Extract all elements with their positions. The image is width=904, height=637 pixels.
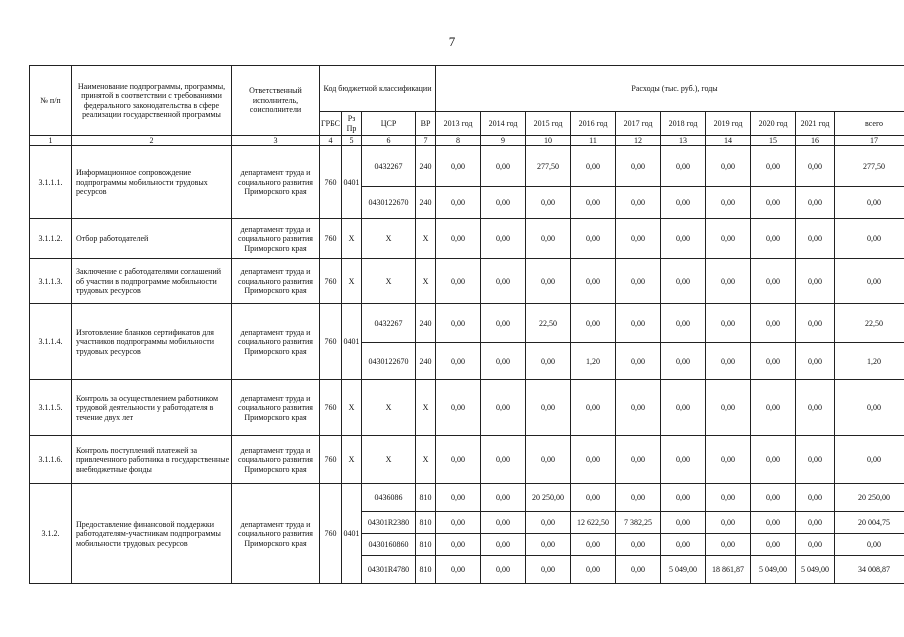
table-row <box>30 484 904 512</box>
row-vr: 810 <box>416 534 436 556</box>
row-vr: 810 <box>416 484 436 512</box>
row-year-value: 0,00 <box>661 146 706 187</box>
row-year-value: 7 382,25 <box>616 512 661 534</box>
row-number: 3.1.1.4. <box>30 304 72 380</box>
row-number: 3.1.1.6. <box>30 436 72 484</box>
table-row <box>30 219 904 259</box>
row-rzpr: 0401 <box>342 146 362 219</box>
row-year-value: 0,00 <box>706 146 751 187</box>
row-year-value: 0,00 <box>706 304 751 343</box>
row-year-value: 0,00 <box>661 187 706 219</box>
row-year-value: 0,00 <box>436 380 481 436</box>
row-year-value: 0,00 <box>661 380 706 436</box>
row-year-value: 0,00 <box>751 304 796 343</box>
row-year-value: 0,00 <box>751 343 796 380</box>
row-year-value: 0,00 <box>571 259 616 304</box>
row-grbs: 760 <box>320 380 342 436</box>
row-year-value: 18 861,87 <box>706 556 751 584</box>
table-row <box>30 380 904 436</box>
row-year-value: 0,00 <box>706 512 751 534</box>
row-year-value: 0,00 <box>796 436 835 484</box>
row-year-value: 0,00 <box>796 219 835 259</box>
column-number: 16 <box>796 136 835 146</box>
row-year-value: 0,00 <box>706 534 751 556</box>
column-number: 6 <box>362 136 416 146</box>
column-number: 9 <box>481 136 526 146</box>
row-total: 277,50 <box>835 146 904 187</box>
row-year-value: 0,00 <box>706 380 751 436</box>
row-year-value: 0,00 <box>661 219 706 259</box>
row-csr: 0430122670 <box>362 187 416 219</box>
column-number: 1 <box>30 136 72 146</box>
row-total: 1,20 <box>835 343 904 380</box>
row-year-value: 0,00 <box>526 343 571 380</box>
row-year-value: 0,00 <box>436 259 481 304</box>
row-year-value: 0,00 <box>751 187 796 219</box>
row-csr: 04301R4780 <box>362 556 416 584</box>
row-csr: 04301R2380 <box>362 512 416 534</box>
row-name: Предоставление финансовой поддержки работодателям-участникам подпрограммы мобильности трудовых ресурсов <box>72 484 232 584</box>
row-csr: 0430122670 <box>362 343 416 380</box>
row-year-value: 0,00 <box>571 146 616 187</box>
row-year-value: 0,00 <box>616 484 661 512</box>
row-year-value: 0,00 <box>706 259 751 304</box>
row-total: 0,00 <box>835 259 904 304</box>
expenses-table <box>29 65 904 584</box>
row-year-value: 0,00 <box>571 534 616 556</box>
row-responsible: департамент труда и социального развития Приморского края <box>232 436 320 484</box>
row-responsible: департамент труда и социального развития Приморского края <box>232 219 320 259</box>
row-total: 20 250,00 <box>835 484 904 512</box>
row-csr: X <box>362 259 416 304</box>
row-year-value: 5 049,00 <box>751 556 796 584</box>
row-year-value: 0,00 <box>706 484 751 512</box>
row-year-value: 0,00 <box>571 304 616 343</box>
column-number: 13 <box>661 136 706 146</box>
row-year-value: 0,00 <box>616 556 661 584</box>
row-year-value: 0,00 <box>796 304 835 343</box>
table-row <box>30 259 904 304</box>
row-name: Контроль поступлений платежей за привлеченного работника в государственные внебюджетные фонды <box>72 436 232 484</box>
row-year-value: 0,00 <box>481 380 526 436</box>
row-year-value: 5 049,00 <box>796 556 835 584</box>
row-vr: 240 <box>416 187 436 219</box>
row-year-value: 0,00 <box>661 259 706 304</box>
row-grbs: 760 <box>320 304 342 380</box>
row-grbs: 760 <box>320 484 342 584</box>
column-number: 15 <box>751 136 796 146</box>
row-year-value: 0,00 <box>616 146 661 187</box>
row-year-value: 0,00 <box>481 187 526 219</box>
header-year: 2017 год <box>616 112 661 136</box>
row-vr: X <box>416 219 436 259</box>
row-total: 20 004,75 <box>835 512 904 534</box>
row-csr: 0430160860 <box>362 534 416 556</box>
row-year-value: 0,00 <box>616 219 661 259</box>
header-year: 2020 год <box>751 112 796 136</box>
row-year-value: 0,00 <box>796 380 835 436</box>
row-rzpr: X <box>342 219 362 259</box>
row-vr: 240 <box>416 304 436 343</box>
row-total: 0,00 <box>835 380 904 436</box>
row-year-value: 0,00 <box>616 343 661 380</box>
header-num: № п/п <box>30 66 72 136</box>
row-vr: 810 <box>416 556 436 584</box>
row-number: 3.1.1.5. <box>30 380 72 436</box>
row-year-value: 0,00 <box>616 259 661 304</box>
row-number: 3.1.1.2. <box>30 219 72 259</box>
row-year-value: 277,50 <box>526 146 571 187</box>
row-vr: X <box>416 436 436 484</box>
row-year-value: 20 250,00 <box>526 484 571 512</box>
row-year-value: 0,00 <box>661 512 706 534</box>
column-number: 5 <box>342 136 362 146</box>
row-year-value: 0,00 <box>481 436 526 484</box>
row-year-value: 0,00 <box>526 380 571 436</box>
row-year-value: 0,00 <box>481 343 526 380</box>
header-rzpr: Рз Пр <box>342 112 362 136</box>
row-total: 22,50 <box>835 304 904 343</box>
row-year-value: 0,00 <box>436 343 481 380</box>
row-year-value: 0,00 <box>481 259 526 304</box>
row-year-value: 0,00 <box>481 534 526 556</box>
row-responsible: департамент труда и социального развития Приморского края <box>232 380 320 436</box>
column-number: 11 <box>571 136 616 146</box>
header-vr: ВР <box>416 112 436 136</box>
row-year-value: 0,00 <box>436 512 481 534</box>
row-year-value: 5 049,00 <box>661 556 706 584</box>
header-year: 2014 год <box>481 112 526 136</box>
row-year-value: 0,00 <box>661 343 706 380</box>
header-responsible: Ответственный исполнитель, соисполнители <box>232 66 320 136</box>
column-number: 8 <box>436 136 481 146</box>
row-year-value: 0,00 <box>706 343 751 380</box>
header-name: Наименование подпрограммы, программы, принятой в соответствии с требованиями федерального законодательства в сфере реализации государственной программы <box>72 66 232 136</box>
row-year-value: 0,00 <box>796 146 835 187</box>
page-number: 7 <box>448 34 456 49</box>
row-vr: X <box>416 380 436 436</box>
row-csr: 0436086 <box>362 484 416 512</box>
row-year-value: 0,00 <box>481 219 526 259</box>
row-year-value: 12 622,50 <box>571 512 616 534</box>
row-year-value: 0,00 <box>526 556 571 584</box>
row-year-value: 0,00 <box>616 534 661 556</box>
row-year-value: 0,00 <box>751 259 796 304</box>
header-total: всего <box>835 112 904 136</box>
row-year-value: 0,00 <box>571 380 616 436</box>
table-body <box>30 146 904 584</box>
header-year: 2018 год <box>661 112 706 136</box>
row-year-value: 0,00 <box>526 534 571 556</box>
row-year-value: 0,00 <box>751 436 796 484</box>
row-number: 3.1.1.1. <box>30 146 72 219</box>
row-csr: X <box>362 219 416 259</box>
row-year-value: 0,00 <box>796 343 835 380</box>
row-year-value: 0,00 <box>706 436 751 484</box>
column-number: 14 <box>706 136 751 146</box>
row-responsible: департамент труда и социального развития Приморского края <box>232 146 320 219</box>
row-year-value: 0,00 <box>571 556 616 584</box>
row-year-value: 0,00 <box>481 556 526 584</box>
row-year-value: 0,00 <box>436 187 481 219</box>
row-year-value: 22,50 <box>526 304 571 343</box>
row-name: Контроль за осуществлением работником трудовой деятельности у работодателя в течение двух лет <box>72 380 232 436</box>
header-csr: ЦСР <box>362 112 416 136</box>
row-grbs: 760 <box>320 219 342 259</box>
row-csr: X <box>362 436 416 484</box>
row-year-value: 0,00 <box>481 146 526 187</box>
row-year-value: 0,00 <box>571 187 616 219</box>
row-year-value: 0,00 <box>436 219 481 259</box>
row-number: 3.1.1.3. <box>30 259 72 304</box>
row-vr: X <box>416 259 436 304</box>
row-year-value: 0,00 <box>436 556 481 584</box>
row-name: Информационное сопровождение подпрограммы мобильности трудовых ресурсов <box>72 146 232 219</box>
row-year-value: 0,00 <box>481 484 526 512</box>
row-year-value: 0,00 <box>661 484 706 512</box>
row-grbs: 760 <box>320 146 342 219</box>
row-total: 0,00 <box>835 436 904 484</box>
row-rzpr: 0401 <box>342 304 362 380</box>
row-year-value: 0,00 <box>526 436 571 484</box>
header-expenses: Расходы (тыс. руб.), годы <box>436 66 904 112</box>
row-year-value: 0,00 <box>796 534 835 556</box>
row-year-value: 0,00 <box>616 304 661 343</box>
row-responsible: департамент труда и социального развития Приморского края <box>232 259 320 304</box>
row-vr: 240 <box>416 343 436 380</box>
row-name: Изготовление бланков сертификатов для участников подпрограммы мобильности трудовых ресурсов <box>72 304 232 380</box>
row-year-value: 0,00 <box>436 436 481 484</box>
row-rzpr: X <box>342 436 362 484</box>
row-year-value: 0,00 <box>436 534 481 556</box>
row-year-value: 0,00 <box>571 484 616 512</box>
row-year-value: 0,00 <box>526 187 571 219</box>
row-year-value: 0,00 <box>751 534 796 556</box>
row-year-value: 0,00 <box>796 187 835 219</box>
row-year-value: 0,00 <box>436 146 481 187</box>
row-year-value: 0,00 <box>796 484 835 512</box>
row-total: 0,00 <box>835 219 904 259</box>
row-year-value: 0,00 <box>706 219 751 259</box>
row-total: 0,00 <box>835 187 904 219</box>
row-year-value: 0,00 <box>571 436 616 484</box>
header-year: 2013 год <box>436 112 481 136</box>
table-row <box>30 436 904 484</box>
row-year-value: 0,00 <box>481 512 526 534</box>
row-responsible: департамент труда и социального развития Приморского края <box>232 484 320 584</box>
row-csr: 0432267 <box>362 304 416 343</box>
header-year: 2015 год <box>526 112 571 136</box>
row-year-value: 0,00 <box>751 219 796 259</box>
table-row <box>30 304 904 343</box>
row-grbs: 760 <box>320 436 342 484</box>
row-csr: 0432267 <box>362 146 416 187</box>
column-number: 17 <box>835 136 904 146</box>
row-year-value: 0,00 <box>661 304 706 343</box>
header-budget-code: Код бюджетной классификации <box>320 66 436 112</box>
row-grbs: 760 <box>320 259 342 304</box>
row-year-value: 0,00 <box>751 512 796 534</box>
row-year-value: 0,00 <box>796 259 835 304</box>
row-year-value: 0,00 <box>436 304 481 343</box>
column-number: 10 <box>526 136 571 146</box>
row-rzpr: X <box>342 380 362 436</box>
row-year-value: 0,00 <box>616 187 661 219</box>
row-vr: 240 <box>416 146 436 187</box>
row-vr: 810 <box>416 512 436 534</box>
row-year-value: 0,00 <box>526 512 571 534</box>
row-year-value: 0,00 <box>751 380 796 436</box>
row-year-value: 0,00 <box>436 484 481 512</box>
row-year-value: 0,00 <box>526 259 571 304</box>
row-year-value: 0,00 <box>796 512 835 534</box>
row-year-value: 1,20 <box>571 343 616 380</box>
column-number: 12 <box>616 136 661 146</box>
row-rzpr: X <box>342 259 362 304</box>
column-number: 2 <box>72 136 232 146</box>
row-name: Отбор работодателей <box>72 219 232 259</box>
row-year-value: 0,00 <box>661 436 706 484</box>
row-year-value: 0,00 <box>526 219 571 259</box>
row-responsible: департамент труда и социального развития Приморского края <box>232 304 320 380</box>
row-total: 0,00 <box>835 534 904 556</box>
row-year-value: 0,00 <box>661 534 706 556</box>
row-year-value: 0,00 <box>751 484 796 512</box>
row-year-value: 0,00 <box>571 219 616 259</box>
row-year-value: 0,00 <box>616 380 661 436</box>
table-row <box>30 146 904 187</box>
header-year: 2021 год <box>796 112 835 136</box>
row-year-value: 0,00 <box>751 146 796 187</box>
column-number-row <box>30 136 904 146</box>
column-number: 3 <box>232 136 320 146</box>
row-csr: X <box>362 380 416 436</box>
row-rzpr: 0401 <box>342 484 362 584</box>
row-total: 34 008,87 <box>835 556 904 584</box>
row-name: Заключение с работодателями соглашений об участии в подпрограмме мобильности трудовых ресурсов <box>72 259 232 304</box>
column-number: 7 <box>416 136 436 146</box>
column-number: 4 <box>320 136 342 146</box>
row-year-value: 0,00 <box>481 304 526 343</box>
header-grbs: ГРБС <box>320 112 342 136</box>
header-year: 2019 год <box>706 112 751 136</box>
row-year-value: 0,00 <box>616 436 661 484</box>
row-year-value: 0,00 <box>706 187 751 219</box>
row-number: 3.1.2. <box>30 484 72 584</box>
header-year: 2016 год <box>571 112 616 136</box>
